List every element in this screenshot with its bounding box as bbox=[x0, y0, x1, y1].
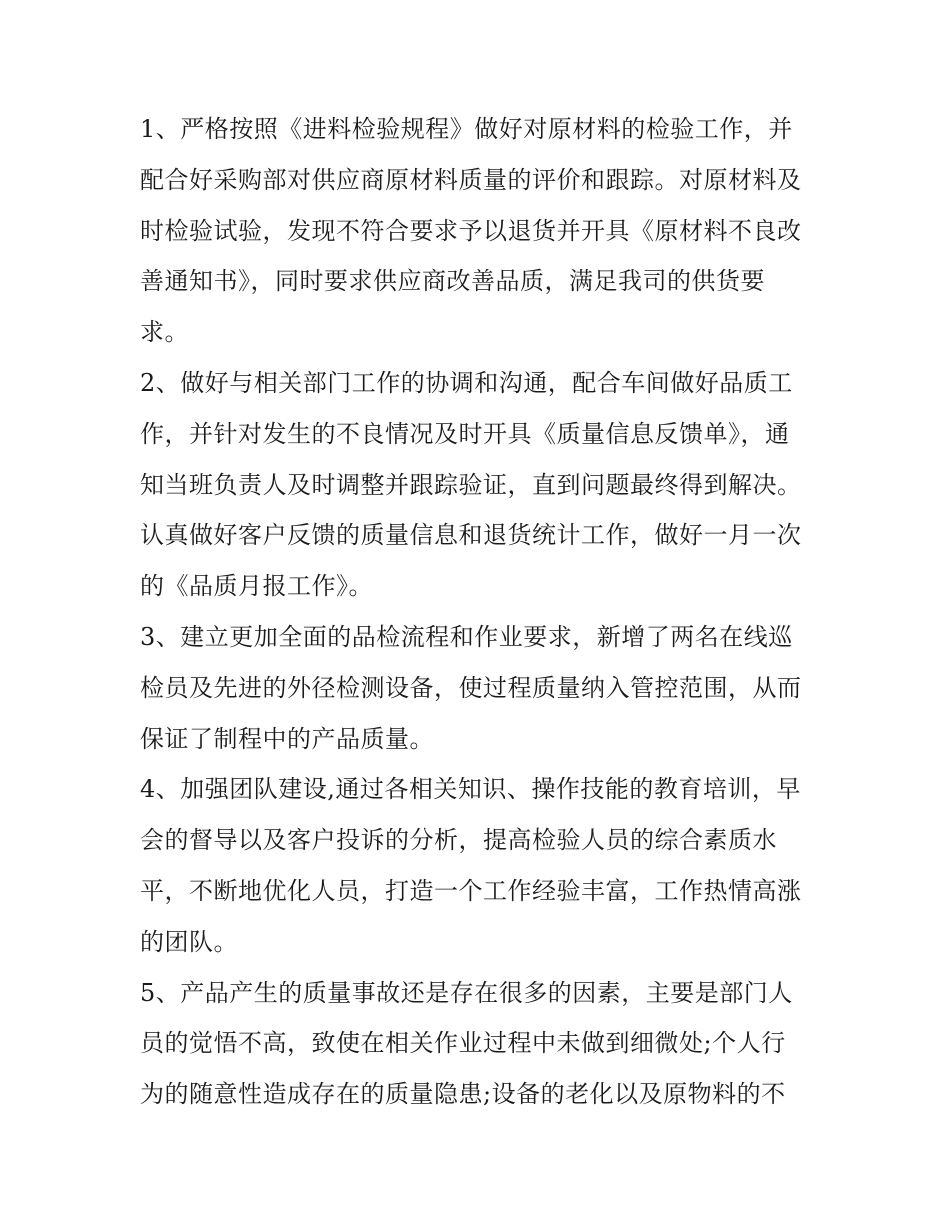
paragraph-3 bbox=[140, 612, 812, 764]
text-line: 的《品质月报工作》。 bbox=[140, 572, 373, 601]
text-line: 2、做好与相关部门工作的协调和沟通，配合车间做好品质工 bbox=[140, 368, 793, 397]
text-line: 配合好采购部对供应商原材料质量的评价和跟踪。对原材料及 bbox=[140, 165, 802, 194]
paragraph-2 bbox=[140, 358, 812, 612]
text-line: 善通知书》，同时要求供应商改善品质，满足我司的供货要 bbox=[140, 267, 765, 296]
text-line: 3、建立更加全面的品检流程和作业要求，新增了两名在线巡 bbox=[140, 622, 793, 651]
text-line: 为的随意性造成存在的质量隐患;设备的老化以及原物料的不 bbox=[140, 1080, 786, 1109]
paragraph-5 bbox=[140, 968, 812, 1120]
text-line: 会的督导以及客户投诉的分析，提高检验人员的综合素质水 bbox=[140, 826, 777, 855]
text-line: 认真做好客户反馈的质量信息和退货统计工作，做好一月一次 bbox=[140, 521, 802, 550]
text-line: 求。 bbox=[140, 318, 189, 347]
text-line: 知当班负责人及时调整并跟踪验证，直到问题最终得到解决。 bbox=[140, 470, 802, 499]
text-line: 的团队。 bbox=[140, 927, 238, 956]
text-line: 时检验试验，发现不符合要求予以退货并开具《原材料不良改 bbox=[140, 216, 802, 245]
text-line: 员的觉悟不高，致使在相关作业过程中未做到细微处;个人行 bbox=[140, 1029, 786, 1058]
text-line: 保证了制程中的产品质量。 bbox=[140, 724, 434, 753]
document-body bbox=[140, 104, 812, 1120]
paragraph-1 bbox=[140, 104, 812, 358]
paragraph-4 bbox=[140, 764, 812, 967]
text-line: 4、加强团队建设,通过各相关知识、操作技能的教育培训，早 bbox=[140, 775, 801, 804]
text-line: 检员及先进的外径检测设备，使过程质量纳入管控范围，从而 bbox=[140, 673, 802, 702]
text-line: 1、严格按照《进料检验规程》做好对原材料的检验工作，并 bbox=[140, 115, 793, 143]
text-line: 作，并针对发生的不良情况及时开具《质量信息反馈单》，通 bbox=[140, 419, 790, 448]
text-line: 平，不断地优化人员，打造一个工作经验丰富，工作热情高涨 bbox=[140, 876, 802, 905]
text-line: 5、产品产生的质量事故还是存在很多的因素，主要是部门人 bbox=[140, 978, 793, 1007]
